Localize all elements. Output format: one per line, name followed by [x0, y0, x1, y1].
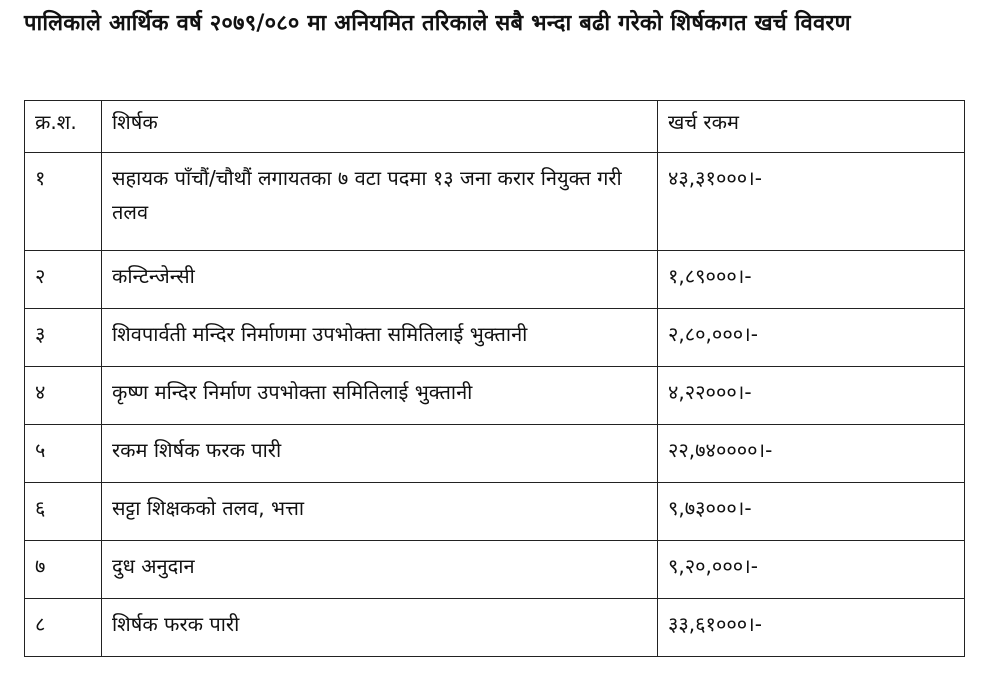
- header-serial: क्र.श.: [25, 101, 102, 153]
- row-amount: ४,२२०००।-: [658, 367, 965, 425]
- row-amount: १,८९०००।-: [658, 251, 965, 309]
- page-heading: पालिकाले आर्थिक वर्ष २०७९/०८० मा अनियमित तरिकाले सबै भन्दा बढी गरेको शिर्षकगत खर्च विवरण: [24, 11, 851, 36]
- row-amount: ९,२०,०००।-: [658, 541, 965, 599]
- row-title: शिर्षक फरक पारी: [102, 599, 658, 657]
- row-serial: ७: [25, 541, 102, 599]
- table-row: [25, 309, 965, 367]
- row-title: कृष्ण मन्दिर निर्माण उपभोक्ता समितिलाई भुक्तानी: [102, 367, 658, 425]
- row-title: सहायक पाँचौं/चौथौं लगायतका ७ वटा पदमा १३ जना करार नियुक्त गरी तलव: [102, 153, 658, 251]
- table-row: [25, 367, 965, 425]
- row-serial: ३: [25, 309, 102, 367]
- row-serial: ६: [25, 483, 102, 541]
- row-serial: २: [25, 251, 102, 309]
- table-row: [25, 153, 965, 251]
- table-row: [25, 541, 965, 599]
- row-title: सट्टा शिक्षकको तलव, भत्ता: [102, 483, 658, 541]
- table-row: [25, 599, 965, 657]
- row-serial: ५: [25, 425, 102, 483]
- row-amount: ९,७३०००।-: [658, 483, 965, 541]
- row-title: दुध अनुदान: [102, 541, 658, 599]
- table-header-row: [25, 101, 965, 153]
- row-title: कन्टिन्जेन्सी: [102, 251, 658, 309]
- row-amount: २,८०,०००।-: [658, 309, 965, 367]
- table-row: [25, 251, 965, 309]
- row-serial: १: [25, 153, 102, 251]
- row-amount: ३३,६१०००।-: [658, 599, 965, 657]
- row-amount: २२,७४००००।-: [658, 425, 965, 483]
- table-row: [25, 483, 965, 541]
- row-amount: ४३,३१०००।-: [658, 153, 965, 251]
- row-title: शिवपार्वती मन्दिर निर्माणमा उपभोक्ता समितिलाई भुक्तानी: [102, 309, 658, 367]
- expense-table: [24, 100, 965, 657]
- header-amount: खर्च रकम: [658, 101, 965, 153]
- header-title: शिर्षक: [102, 101, 658, 153]
- row-serial: ४: [25, 367, 102, 425]
- row-serial: ८: [25, 599, 102, 657]
- row-title: रकम शिर्षक फरक पारी: [102, 425, 658, 483]
- table-row: [25, 425, 965, 483]
